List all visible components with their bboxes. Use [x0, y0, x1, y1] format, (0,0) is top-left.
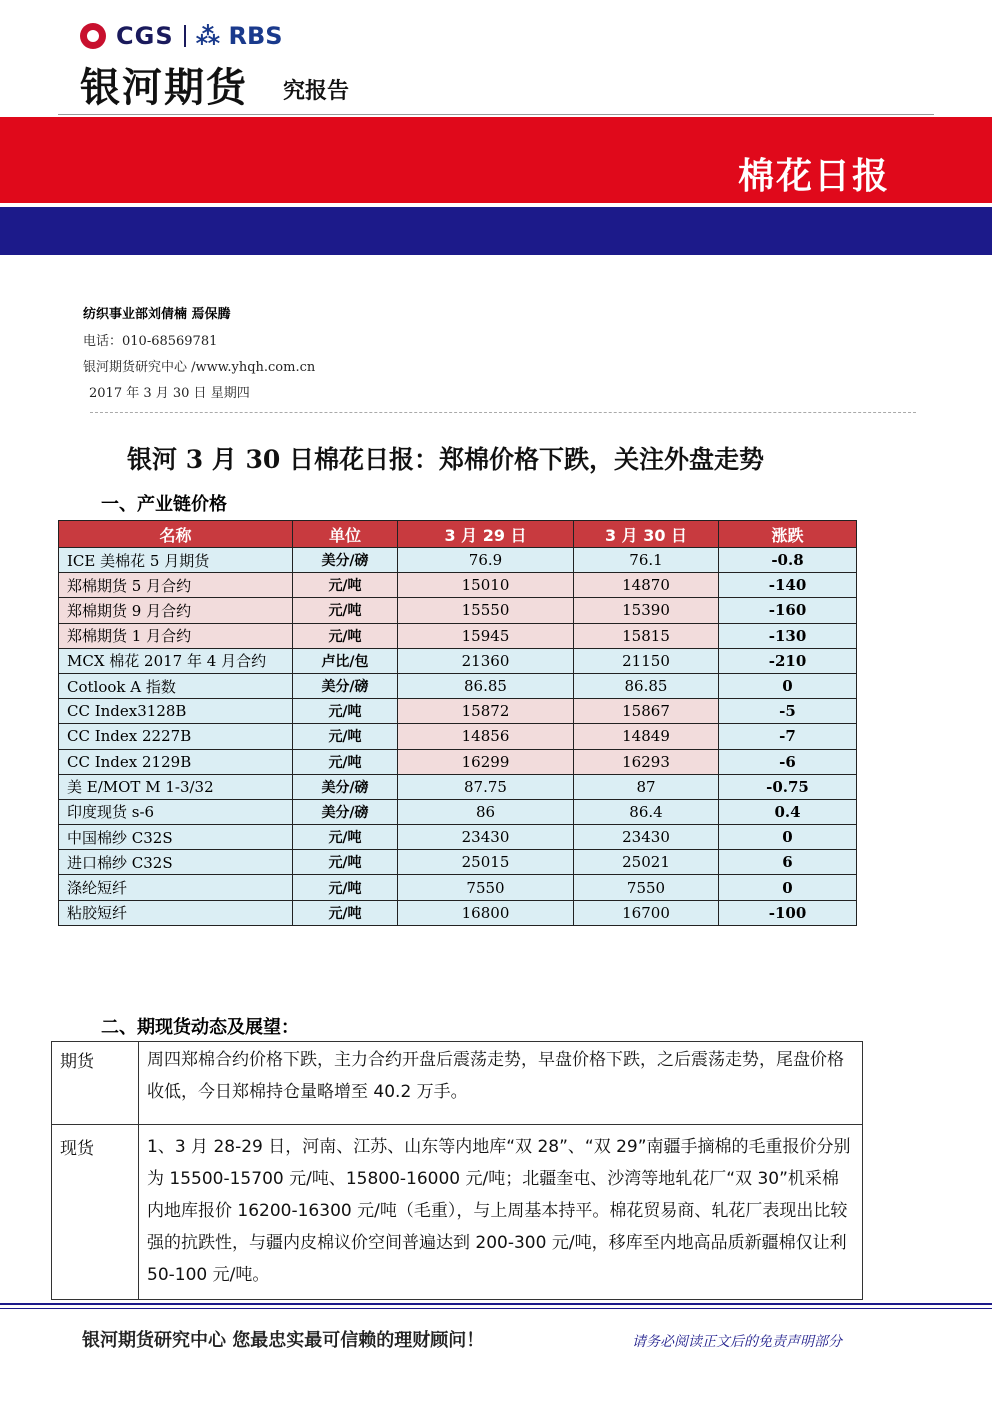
table-row	[59, 724, 857, 749]
row-name: 美 E/MOT M 1-3/32	[59, 774, 293, 799]
logo-cgs-text: CGS	[116, 22, 174, 50]
row-mar30: 25021	[574, 850, 719, 875]
table-row	[59, 548, 857, 573]
row-change: -0.75	[719, 774, 857, 799]
table-row	[59, 774, 857, 799]
row-mar29: 7550	[398, 875, 574, 900]
row-name: 郑棉期货 9 月合约	[59, 598, 293, 623]
table-row	[52, 1125, 863, 1300]
price-table	[58, 520, 857, 926]
col-header-name: 名称	[59, 521, 293, 548]
spot-text: 1、3 月 28-29 日，河南、江苏、山东等内地库“双 28”、“双 29”南疆手摘棉的毛重报价分别为 15500-15700 元/吨、15800-16000 元/吨；北疆奎屯、沙湾等地轧花厂“双 30”机采棉内地库报价 16200-16300 元/吨（毛重），与上周基本持平。棉花贸易商、轧花厂表现出比较强的抗跌性，与疆内皮棉议价空间普遍达到 200-300 元/吨，移库至内地高品质新疆棉仅让利 50-100 元/吨。	[139, 1125, 863, 1300]
row-unit: 美分/磅	[293, 774, 398, 799]
row-mar30: 87	[574, 774, 719, 799]
col-header-unit: 单位	[293, 521, 398, 548]
row-name: 中国棉纱 C32S	[59, 825, 293, 850]
row-change: -0.8	[719, 548, 857, 573]
footer-divider	[0, 1303, 992, 1305]
col-header-mar30: 3 月 30 日	[574, 521, 719, 548]
row-mar29: 16800	[398, 900, 574, 925]
row-change: 0	[719, 825, 857, 850]
row-change: -160	[719, 598, 857, 623]
footer-slogan: 银河期货研究中心 您最忠实最可信赖的理财顾问！	[82, 1330, 485, 1351]
row-mar30: 16293	[574, 749, 719, 774]
row-name: 郑棉期货 5 月合约	[59, 573, 293, 598]
row-name: Cotlook A 指数	[59, 673, 293, 698]
row-name: 粘胶短纤	[59, 900, 293, 925]
phone-line: 电话：010-68569781	[83, 334, 218, 349]
row-unit: 元/吨	[293, 850, 398, 875]
table-row	[59, 623, 857, 648]
row-unit: 元/吨	[293, 724, 398, 749]
table-row	[52, 1042, 863, 1125]
row-mar30: 7550	[574, 875, 719, 900]
row-mar29: 15872	[398, 699, 574, 724]
brand-name: 银河期货	[80, 65, 248, 111]
row-mar29: 15550	[398, 598, 574, 623]
row-mar30: 14849	[574, 724, 719, 749]
navy-banner	[0, 207, 992, 255]
spot-label: 现货	[52, 1125, 139, 1300]
row-unit: 元/吨	[293, 875, 398, 900]
row-name: 涤纶短纤	[59, 875, 293, 900]
row-change: -7	[719, 724, 857, 749]
row-unit: 元/吨	[293, 699, 398, 724]
table-row	[59, 799, 857, 824]
row-mar29: 15010	[398, 573, 574, 598]
logo-rbs-text: ⁂ RBS	[195, 22, 283, 50]
row-mar30: 15867	[574, 699, 719, 724]
col-header-mar29: 3 月 29 日	[398, 521, 574, 548]
row-mar29: 25015	[398, 850, 574, 875]
section-1-heading: 一、产业链价格	[101, 494, 227, 515]
row-mar29: 21360	[398, 648, 574, 673]
row-unit: 元/吨	[293, 573, 398, 598]
row-unit: 元/吨	[293, 900, 398, 925]
row-unit: 元/吨	[293, 825, 398, 850]
logo	[80, 22, 283, 50]
section-2-heading: 二、期现货动态及展望：	[101, 1017, 299, 1038]
table-row	[59, 825, 857, 850]
row-mar30: 14870	[574, 573, 719, 598]
table-row	[59, 749, 857, 774]
row-mar29: 86	[398, 799, 574, 824]
row-unit: 美分/磅	[293, 548, 398, 573]
row-name: 进口棉纱 C32S	[59, 850, 293, 875]
col-header-change: 涨跌	[719, 521, 857, 548]
row-mar29: 87.75	[398, 774, 574, 799]
report-title: 棉花日报	[737, 156, 890, 197]
row-unit: 元/吨	[293, 623, 398, 648]
row-mar30: 15390	[574, 598, 719, 623]
row-unit: 元/吨	[293, 598, 398, 623]
row-unit: 卢比/包	[293, 648, 398, 673]
row-mar30: 23430	[574, 825, 719, 850]
row-mar30: 86.4	[574, 799, 719, 824]
row-mar29: 15945	[398, 623, 574, 648]
footer-disclaimer: 请务必阅读正文后的免责声明部分	[632, 1334, 842, 1350]
table-row	[59, 573, 857, 598]
cgs-logo-icon	[80, 23, 106, 49]
header-divider	[58, 114, 934, 115]
table-row	[59, 850, 857, 875]
row-name: CC Index 2227B	[59, 724, 293, 749]
row-name: ICE 美棉花 5 月期货	[59, 548, 293, 573]
logo-separator	[184, 25, 186, 47]
price-table-header	[59, 521, 857, 548]
row-mar29: 76.9	[398, 548, 574, 573]
row-mar30: 76.1	[574, 548, 719, 573]
row-change: 0	[719, 875, 857, 900]
row-unit: 美分/磅	[293, 673, 398, 698]
row-mar30: 21150	[574, 648, 719, 673]
row-name: 郑棉期货 1 月合约	[59, 623, 293, 648]
row-name: 印度现货 s-6	[59, 799, 293, 824]
row-unit: 美分/磅	[293, 799, 398, 824]
row-mar29: 23430	[398, 825, 574, 850]
row-name: MCX 棉花 2017 年 4 月合约	[59, 648, 293, 673]
row-change: -6	[719, 749, 857, 774]
row-mar29: 86.85	[398, 673, 574, 698]
row-change: 0.4	[719, 799, 857, 824]
row-name: CC Index3128B	[59, 699, 293, 724]
row-unit: 元/吨	[293, 749, 398, 774]
row-change: 6	[719, 850, 857, 875]
table-row	[59, 673, 857, 698]
brand-subtitle: 究报告	[283, 79, 350, 104]
author-line: 纺织事业部刘倩楠 焉保腾	[83, 307, 231, 322]
table-row	[59, 648, 857, 673]
row-mar30: 15815	[574, 623, 719, 648]
row-mar29: 14856	[398, 724, 574, 749]
table-row	[59, 900, 857, 925]
futures-text: 周四郑棉合约价格下跌，主力合约开盘后震荡走势，早盘价格下跌，之后震荡走势，尾盘价格收低，今日郑棉持仓量略增至 40.2 万手。	[139, 1042, 863, 1125]
row-name: CC Index 2129B	[59, 749, 293, 774]
row-change: -210	[719, 648, 857, 673]
row-mar30: 86.85	[574, 673, 719, 698]
table-row	[59, 699, 857, 724]
report-date: 2017 年 3 月 30 日 星期四	[89, 386, 250, 401]
research-center-line: 银河期货研究中心 /www.yhqh.com.cn	[83, 360, 316, 375]
dashed-divider	[90, 412, 916, 413]
table-row	[59, 598, 857, 623]
row-change: 0	[719, 673, 857, 698]
row-mar29: 16299	[398, 749, 574, 774]
row-change: -130	[719, 623, 857, 648]
main-title: 银河 3 月 30 日棉花日报：郑棉价格下跌，关注外盘走势	[127, 445, 765, 474]
outlook-table	[51, 1041, 863, 1300]
row-change: -140	[719, 573, 857, 598]
row-mar30: 16700	[574, 900, 719, 925]
row-change: -5	[719, 699, 857, 724]
futures-label: 期货	[52, 1042, 139, 1125]
table-row	[59, 875, 857, 900]
row-change: -100	[719, 900, 857, 925]
